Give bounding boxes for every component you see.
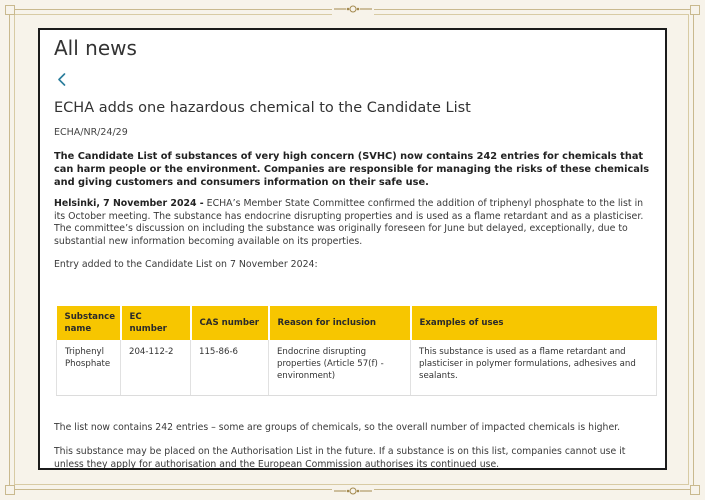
frame-corner [5,5,15,15]
cell-ec-number: 204-112-2 [121,340,191,396]
cell-cas-number: 115-86-6 [191,340,269,396]
column-header-reason: Reason for inclusion [269,306,411,340]
frame-corner [5,485,15,495]
article-body-text: ECHA’s Member State Committee confirmed the addition of triphenyl phosphate to the list in its October meeting. The substance has endocrine disrupting properties and is used as a flame retardant and as a plasticiser. The committee’s discussion on including the substance was originally foreseen for June but delayed, exceptionally, due to substantial new information becoming available on its properties. [54,198,644,247]
article-body [54,198,654,248]
frame-corner [690,485,700,495]
closing-paragraph-authorisation: This substance may be placed on the Authorisation List in the future. If a substance is on this list, companies cannot use it unless they apply for authorisation and the European Commission authorises its continued use. [54,446,626,470]
frame-corner [690,5,700,15]
column-header-ec-number: EC number [121,306,191,340]
closing-paragraph-count: The list now contains 242 entries – some are groups of chemicals, so the overall number of impacted chemicals is higher. [54,422,621,433]
column-header-uses: Examples of uses [411,306,657,340]
article-dateline: Helsinki, 7 November 2024 - [54,198,204,209]
table-row [57,340,657,396]
article-lead: The Candidate List of substances of very high concern (SVHC) now contains 242 entries for chemicals that can harm people or the environment. Companies are responsible for managing the risks of these chemicals and giving customers and consumers information on their safe use. [54,151,650,188]
cell-reason: Endocrine disrupting properties (Article 57(f) - environment) [269,340,411,396]
cell-substance-name: Triphenyl Phosphate [57,340,121,396]
chevron-left-icon [57,73,66,86]
table-header-row [57,306,657,340]
news-card [38,28,667,470]
column-header-substance-name: Substance name [57,306,121,340]
back-button[interactable] [54,70,68,88]
entry-intro: Entry added to the Candidate List on 7 November 2024: [54,259,318,270]
scroll-ornament-icon [332,3,374,15]
candidate-list-table [56,306,657,396]
article-headline: ECHA adds one hazardous chemical to the Candidate List [54,100,471,116]
scroll-ornament-icon [332,485,374,497]
cell-uses: This substance is used as a flame retardant and plasticiser in polymer formulations, adhesives and sealants. [411,340,657,396]
article-reference: ECHA/NR/24/29 [54,127,128,138]
page-title: All news [54,36,137,60]
column-header-cas-number: CAS number [191,306,269,340]
